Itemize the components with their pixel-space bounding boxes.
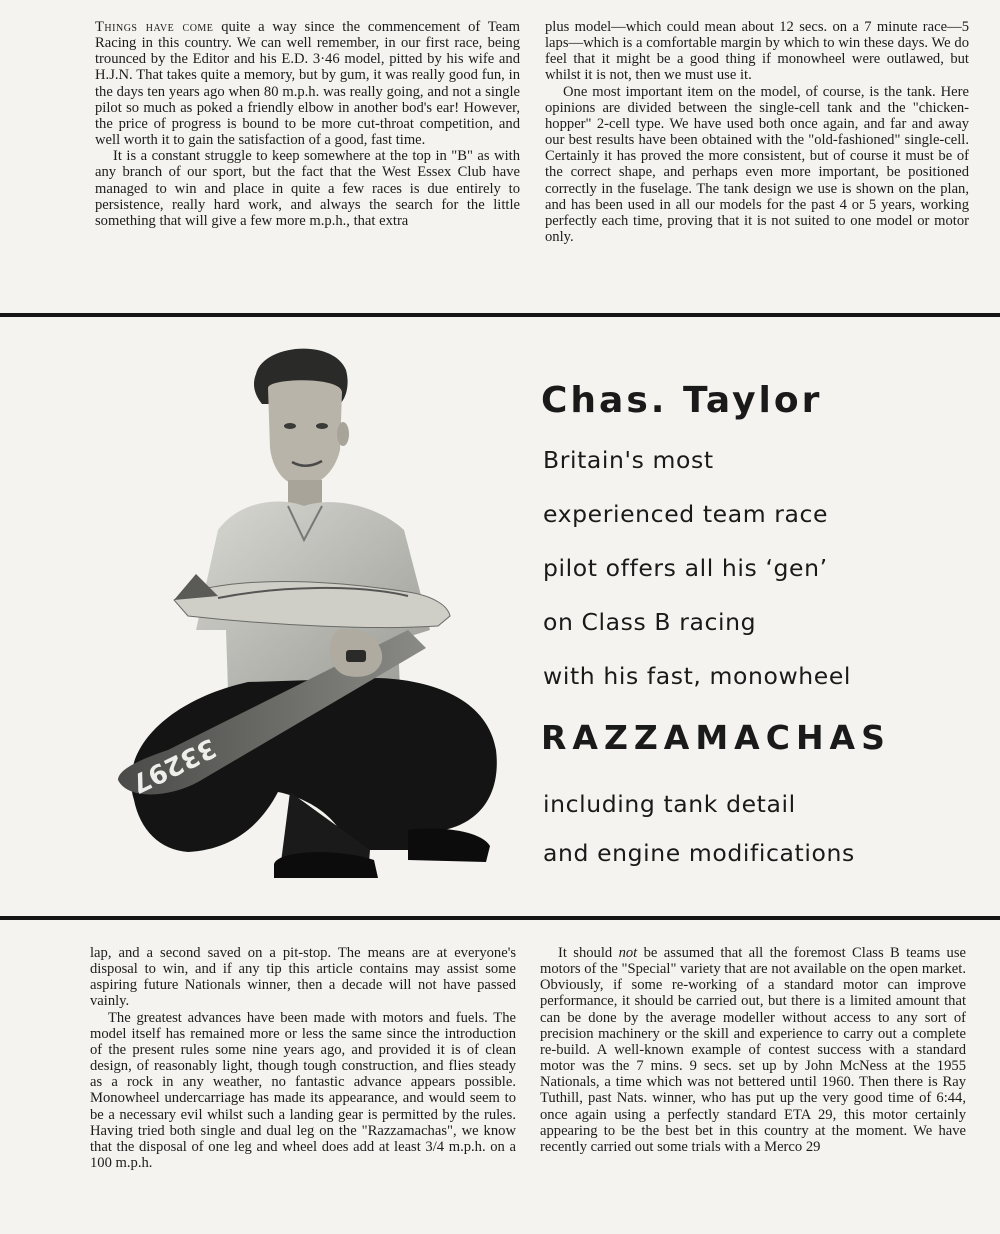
lead-in: Things have come xyxy=(95,19,214,35)
bottom-left-column xyxy=(90,945,516,1171)
top-left-paragraph-2: It is a constant struggle to keep somewhere at the top in "B" as with any branch of our sport, but the fact that the West Essex Club have managed to win and place in quite a few races is due entirely to persistence, really hard work, and always the search for the little something that will give a few more m.p.h., that extra xyxy=(95,148,520,229)
headline-line-4: on Class B racing xyxy=(543,608,757,636)
headline-line-2: experienced team race xyxy=(543,500,829,528)
intro-text-b: be assumed that all the foremost Class B teams use motors of the "Special" variety that are not available on the open market. Obviously, if some re-working of a standard motor can improve performance, it should be carried out, but there is a limited amount that can be done by the average modeller without access to any sort of precision machinery or the skill and experience to carry out a complete re-build. A well-known example of contest success with a standard motor was the 7 mins. 9 secs. set up by John McNess at the 1955 Nationals, a time which was not bettered until 1960. Then there is Ray Tuthill, past Nats. winner, who has put up the very good time of 6:44, once again using a perfectly standard ETA 29, this motor certainly appearing to be the best bet in this country at the moment. We have recently carried out some trials with a Merco 29 xyxy=(540,945,966,1155)
headline-line-3: pilot offers all his ‘gen’ xyxy=(543,554,828,582)
headline-line-5: with his fast, monowheel xyxy=(543,662,852,690)
subheadline-line-2: and engine modifications xyxy=(543,839,855,867)
top-right-paragraph-1: plus model—which could mean about 12 secs. on a 7 minute race—5 laps—which is a comfortable margin by which to win these days. We do feel that it might be a good thing if monowheel were outlawed, but whilst it is not, then we must use it. xyxy=(545,19,969,84)
top-divider-rule xyxy=(0,313,1000,317)
bottom-left-paragraph-2: The greatest advances have been made with motors and fuels. The model itself has remained more or less the same since the introduction of the present rules some nine years ago, and provided it is of clean design, of reasonably light, though tough construction, and flies steady as a rock in any weather, no fantastic advance appears possible. Monowheel undercarriage has made its appearance, and would seem to be a necessary evil whilst such a landing gear is permitted by the rules. Having tried both single and dual leg on the "Razzamachas", we know that the disposal of one leg and wheel does add at least 3/4 m.p.h. on a 100 m.p.h. xyxy=(90,1009,516,1172)
bottom-right-column xyxy=(540,945,966,1155)
top-left-paragraph-1 xyxy=(95,19,520,148)
author-name: Chas. Taylor xyxy=(541,380,823,421)
bottom-right-paragraph-1 xyxy=(540,945,966,1155)
bottom-left-paragraph-1: lap, and a second saved on a pit-stop. The means are at everyone's disposal to win, and if any tip this article contains may assist some aspiring future Nationals winner, then a decade will not have passed vainly. xyxy=(90,945,516,1010)
headline-line-1: Britain's most xyxy=(543,446,714,474)
top-left-column xyxy=(95,19,520,229)
subheadline-line-1: including tank detail xyxy=(543,790,796,818)
top-right-column xyxy=(545,19,969,245)
wing-number: 33297 xyxy=(126,731,221,799)
top-left-paragraph-1-text: quite a way since the commencement of Team Racing in this country. We can well remember, in our first race, being trounced by the Editor and his E.D. 3·46 model, pitted by his wife and H.J.N. That takes quite a memory, but by gum, it was really good fun, in the days ten years ago when 80 m.p.h. was really going, and not a single pilot so much as poked a friendly elbow in another bod's ear! However, the price of progress is bound to be more cut-throat competition, and well worth it to gain the satisfaction of a good, fast time. xyxy=(95,19,520,149)
pilot-photo xyxy=(78,330,528,910)
model-name: RAZZAMACHAS xyxy=(541,718,891,757)
top-right-paragraph-2: One most important item on the model, of course, is the tank. Here opinions are divided between the single-cell tank and the "chicken-hopper" 2-cell type. We have used both once again, and far and away our best results have been obtained with the "old-fashioned" single-cell. Certainly it has proved the more consistent, but of course it must be of the correct shape, and perhaps even more important, be positioned correctly in the fuselage. The tank design we use is shown on the plan, and has been used in all our models for the past 4 or 5 years, working perfectly each time, proving that it is not suited to one model or motor only. xyxy=(545,83,969,246)
intro-text-a: It should xyxy=(558,945,619,961)
emphasis-not: not xyxy=(618,945,638,961)
bottom-divider-rule xyxy=(0,916,1000,920)
